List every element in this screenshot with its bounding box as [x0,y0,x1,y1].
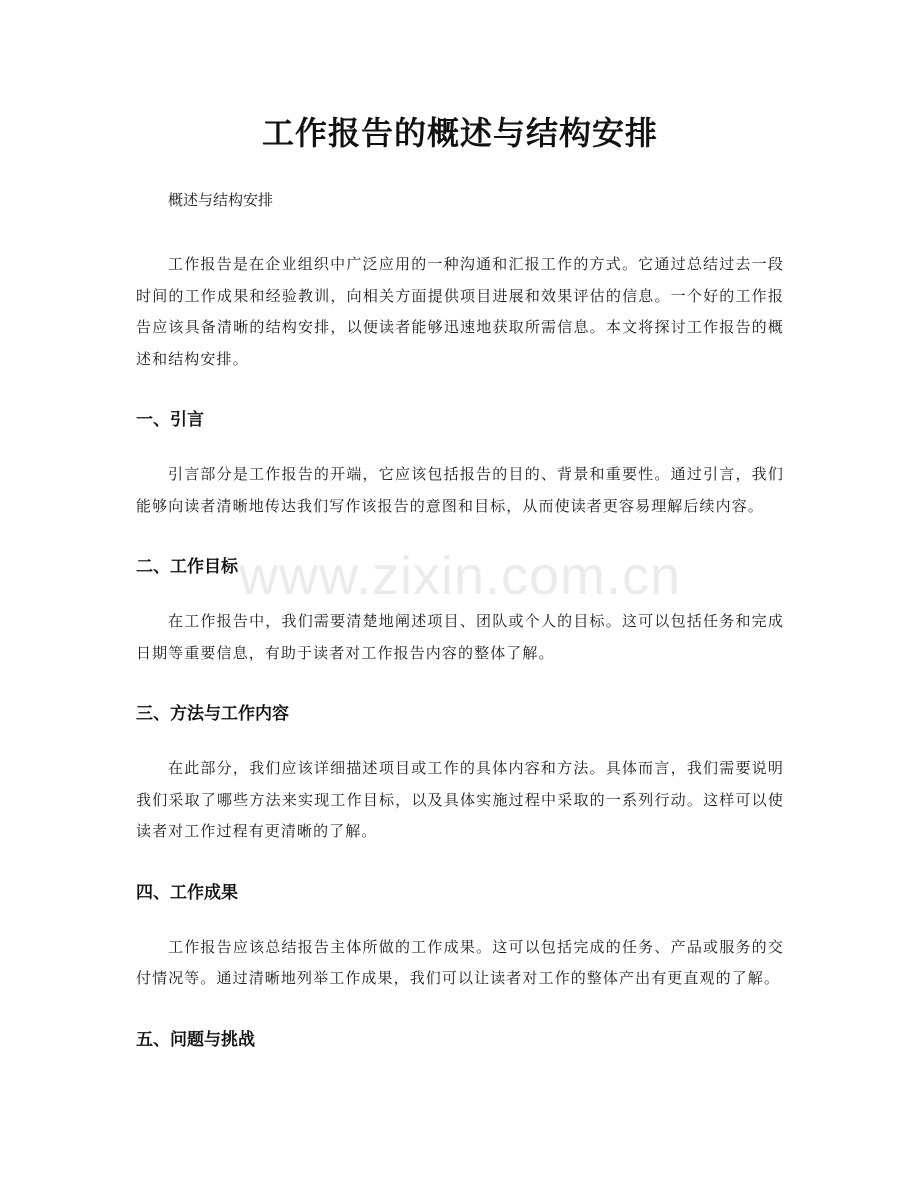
watermark: www.zixin.com.cn [238,546,682,606]
section-heading-introduction: 一、引言 [136,410,204,430]
document-subtitle: 概述与结构安排 [168,191,274,209]
section-body-introduction: 引言部分是工作报告的开端，它应该包括报告的目的、背景和重要性。通过引言，我们能够向读者清晰地传达我们写作该报告的意图和目标，从而使读者更容易理解后续内容。 [136,465,784,515]
document-body [136,184,784,1079]
section-heading-challenges: 五、问题与挑战 [136,1029,255,1050]
section-heading-methods: 三、方法与工作内容 [136,704,289,724]
intro-paragraph: 工作报告是在企业组织中广泛应用的一种沟通和汇报工作的方式。它通过总结过去一段时间的工作成果和经验教训，向相关方面提供项目进展和效果评估的信息。一个好的工作报告应该具备清晰的结构安排，以便读者能够迅速地获取所需信息。本文将探讨工作报告的概述和结构安排。 [136,255,784,368]
document-title: 工作报告的概述与结构安排 [261,114,658,152]
section-heading-goals: 二、工作目标 [136,557,238,577]
section-body-methods: 在此部分，我们应该详细描述项目或工作的具体内容和方法。具体而言，我们需要说明我们采取了哪些方法来实现工作目标，以及具体实施过程中采取的一系列行动。这样可以使读者对工作过程有更清晰的了解。 [136,759,784,840]
section-heading-results: 四、工作成果 [136,882,238,903]
section-body-goals: 在工作报告中，我们需要清楚地阐述项目、团队或个人的目标。这可以包括任务和完成日期等重要信息，有助于读者对工作报告内容的整体了解。 [136,612,784,662]
section-body-results: 工作报告应该总结报告主体所做的工作成果。这可以包括完成的任务、产品或服务的交付情况等。通过清晰地列举工作成果，我们可以让读者对工作的整体产出有更直观的了解。 [136,937,784,987]
